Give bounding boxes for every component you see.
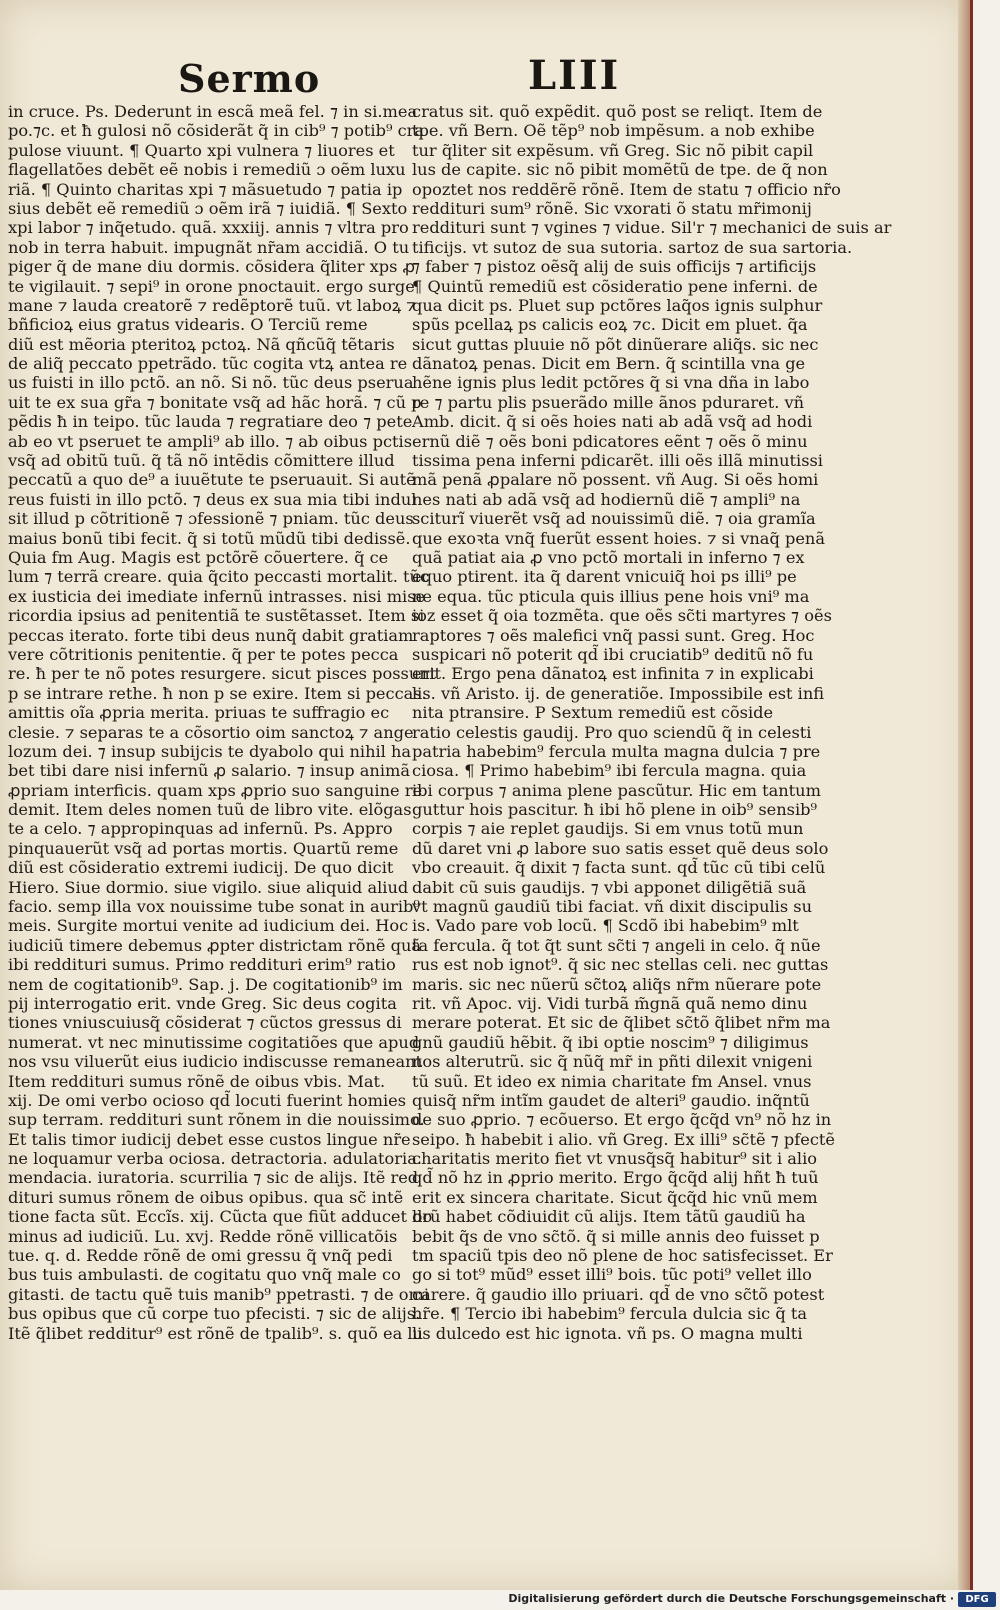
text-line: spũs pcellaꝝ ps calicis eoꝝ ⁊c. Dicit em pluet. q̃a	[412, 315, 808, 335]
text-line: tificijs. vt sutoz de sua sutoria. sartoz de sua sartoria.	[412, 237, 853, 257]
text-line: quisq̃ nr̃m intĩm gaudet de alteri⁹ gaudio. inq̃ntũ	[412, 1090, 810, 1110]
text-line: bus opibus que cũ corpe tuo pfecisti. ⁊ sic de alijs.	[8, 1304, 421, 1324]
text-line: erit. Ergo pena dãnatoꝝ est infinita ⁊ in explicabi	[412, 664, 814, 684]
text-line: ne equa. tũc pticula quis illius pene hois vni⁹ ma	[412, 586, 810, 606]
text-line: p se intrare rethe. ħ non p se exire. Item si peccas.	[8, 683, 427, 703]
text-line: maris. sic nec nũerũ sc̃toꝝ aliq̃s nr̃m nũerare pote	[412, 974, 822, 994]
text-line: ne loquamur verba ociosa. detractoria. adulatoria.	[8, 1149, 423, 1169]
text-line: sciturĩ viuerẽt vsq̃ ad nouissimũ diẽ. ⁊ oia gramĩa	[412, 509, 816, 529]
text-line: Itẽ q̃libet redditur⁹ est rõnẽ de tpalib⁹. s. quõ ea lu	[8, 1323, 423, 1343]
text-line: Et talis timor iudicij debet esse custos lingue nr̃e	[8, 1129, 411, 1149]
text-line: charitatis merito fiet vt vnusq̃sq̃ habitur⁹ sit i alio	[412, 1149, 818, 1169]
text-line: quã patiat aia ꝓ vno pctõ mortali in inferno ⁊ ex	[412, 547, 805, 567]
text-line: te vigilauit. ⁊ sepi⁹ in orone pnoctauit. ergo surge	[8, 276, 415, 296]
text-line: peccas iterato. forte tibi deus nunq̃ dabit gratiam	[8, 625, 414, 645]
text-line: qd̃ nõ hz in ꝓprio merito. Ergo q̃cq̃d alij hñt ħ tuũ	[412, 1168, 819, 1188]
text-line: gnũ gaudiũ hẽbit. q̃ ibi optie noscim⁹ ⁊ diligimus	[412, 1032, 809, 1052]
text-line: ꝓpriam interficis. quam xps ꝓprio suo sanguine re	[8, 780, 423, 800]
text-line: sup terram. reddituri sunt rõnem in die nouissimo.	[8, 1110, 425, 1130]
text-line: pij interrogatio erit. vnde Greg. Sic deus cogita	[8, 993, 397, 1013]
text-line: riã. ¶ Quinto charitas xpi ⁊ mãsuetudo ⁊ patia ip	[8, 179, 403, 199]
text-line: dituri sumus rõnem de oibus opibus. qua sc̃ intẽ	[8, 1187, 404, 1207]
text-line: piger q̃ de mane diu dormis. cõsidera q̃liter xps ꝓ	[8, 257, 416, 277]
text-line: cratus sit. quõ expẽdit. quõ post se reliqt. Item de	[412, 102, 823, 121]
text-line: uit te ex sua gr̃a ⁊ bonitate vsq̃ ad hãc horã. ⁊ cũ p	[8, 392, 422, 412]
text-line: tũ suũ. Et ideo ex nimia charitate fm Ansel. vnus	[412, 1071, 812, 1091]
text-line: sius debẽt eẽ remediũ ɔ oẽm irã ⁊ iuidiã. ¶ Sexto	[8, 198, 408, 218]
text-line: ⁊ faber ⁊ pistoz oẽsq̃ alij de suis officijs ⁊ artificijs	[412, 257, 817, 277]
text-line: pinquauerũt vsq̃ ad portas mortis. Quartũ reme	[8, 838, 399, 858]
text-line: nos alterutrũ. sic q̃ nũq̃ mr̃ in pñti dilexit vnigeni	[412, 1052, 813, 1072]
text-line: ernũ diẽ ⁊ oẽs boni pdicatores eẽnt ⁊ oẽs õ minu	[412, 431, 808, 451]
text-line: ioz esset q̃ oia tozmẽta. que oẽs sc̃ti martyres ⁊ oẽs	[412, 606, 832, 626]
text-line: brũ habet cõdiuidit cũ alijs. Item tãtũ gaudiũ ha	[412, 1207, 806, 1227]
dfg-logo: DFG	[958, 1592, 996, 1607]
text-line: de aliq̃ peccato ppetrãdo. tũc cogita vtꝝ antea re	[8, 354, 408, 374]
text-line: xij. De omi verbo ocioso qd̃ locuti fuerint homies	[8, 1090, 407, 1110]
text-line: gitasti. de tactu quẽ tuis manib⁹ ppetrasti. ⁊ de omi	[8, 1284, 430, 1304]
running-title: Sermo	[178, 56, 321, 101]
text-line: diũ est cõsideratio extremi iudicij. De quo dicit	[8, 858, 394, 878]
text-line: lum ⁊ terrã creare. quia q̃cito peccasti mortalit. tũc	[8, 567, 430, 587]
text-line: lus de capite. sic nõ pibit momẽtũ de tpe. de q̃ non	[412, 160, 828, 180]
text-line: clesie. ⁊ separas te a cõsortio oim sanctoꝝ ⁊ ange	[8, 722, 414, 742]
text-line: flagellatões debẽt eẽ nobis i remediũ ɔ oẽm luxu	[8, 160, 406, 180]
text-line: ratio celestis gaudij. Pro quo sciendũ q̃ in celesti	[412, 722, 812, 742]
text-line: seipo. ħ habebit i alio. vñ Greg. Ex illi⁹ sc̃tẽ ⁊ pfectẽ	[412, 1129, 835, 1149]
text-line: bñficioꝝ eius gratus videaris. O Terciũ reme	[8, 315, 368, 335]
text-line: sicut guttas pluuie nõ põt dinũerare aliq̃s. sic nec	[412, 334, 819, 354]
text-line: dũ daret vni ꝓ labore suo satis esset quẽ deus solo	[412, 838, 829, 858]
text-line: meis. Surgite mortui venite ad iudicium dei. Hoc	[8, 916, 409, 936]
text-line: vere cõtritionis penitentie. q̃ per te potes pecca	[8, 644, 399, 664]
text-line: ibi corpus ⁊ anima plene pascũtur. Hic em tantum	[412, 780, 821, 800]
text-line: hẽne ignis plus ledit pctõres q̃ si vna dña in labo	[412, 373, 810, 393]
text-line: Item reddituri sumus rõnẽ de oibus vbis. Mat.	[8, 1071, 386, 1091]
text-line: ta fercula. q̃ tot q̃t sunt sc̃ti ⁊ angeli in celo. q̃ nũe	[412, 935, 821, 955]
text-line: xpi labor ⁊ inq̃etudo. quã. xxxiij. annis ⁊ vltra pro	[8, 218, 409, 238]
text-line: peccatũ a quo de⁹ a iuuẽtute te pseruauit. Si autẽ	[8, 470, 416, 490]
text-line: vt magnũ gaudiũ tibi faciat. vñ dixit discipulis su	[412, 897, 813, 917]
text-line: Amb. dicit. q̃ si oẽs hoies nati ab adã vsq̃ ad hodi	[412, 412, 813, 432]
text-line: pulose viuunt. ¶ Quarto xpi vulnera ⁊ liuores et	[8, 140, 395, 160]
text-line: is. Vado pare vob locũ. ¶ Scdõ ibi habebim⁹ mlt	[412, 916, 799, 936]
text-line: ibi reddituri sumus. Primo reddituri erim⁹ ratio	[8, 955, 396, 975]
text-line: reddituri sum⁹ rõnẽ. Sic vxorati õ statu mr̃imonij	[412, 198, 812, 218]
text-line: que exoꝛta vnq̃ fuerũt essent hoies. ⁊ si vnaq̃ penã	[412, 528, 825, 548]
text-line: us fuisti in illo pctõ. an nõ. Si nõ. tũc deus pserua	[8, 373, 414, 393]
text-line: bus tuis ambulasti. de cogitatu quo vnq̃ male co	[8, 1265, 401, 1285]
text-line: dãnatoꝝ penas. Dicit em Bern. q̃ scintilla vna ge	[412, 354, 806, 374]
text-line: ab eo vt pseruet te ampli⁹ ab illo. ⁊ ab oibus pctis	[8, 431, 413, 451]
text-line: numerat. vt nec minutissime cogitatiões que apud	[8, 1032, 420, 1052]
text-line: tissima pena inferni pdicarẽt. illi oẽs illã minutissi	[412, 451, 823, 471]
text-line: nos vsu viluerũt eius iudicio indiscusse remaneant	[8, 1052, 423, 1072]
text-line: po.⁊c. et ħ gulosi nõ cõsiderãt q̃ in cib⁹ ⁊ potib⁹ cra	[8, 121, 425, 141]
text-line: sit illud p cõtritionẽ ⁊ ɔfessionẽ ⁊ pniam. tũc deus	[8, 509, 414, 529]
text-line: re ⁊ partu plis psuerãdo mille ãnos pduraret. vñ	[412, 392, 805, 412]
text-line: ciosa. ¶ Primo habebim⁹ ibi fercula magna. quia	[412, 761, 807, 781]
page-edge	[958, 0, 970, 1590]
text-line: de suo ꝓprio. ⁊ ecõuerso. Et ergo q̃cq̃d vn⁹ nõ hz in	[412, 1110, 832, 1130]
text-line: ricordia ipsius ad penitentiã te sustẽtasset. Item si	[8, 606, 425, 626]
text-line: tpe. vñ Bern. Oẽ tẽp⁹ nob impẽsum. a nob exhibe	[412, 121, 815, 141]
text-line: qua dicit ps. Pluet sup pctõres laq̃os ignis sulphur	[412, 295, 823, 315]
footer-bar	[0, 1590, 1000, 1610]
text-line: erit ex sincera charitate. Sicut q̃cq̃d hic vnũ mem	[412, 1187, 818, 1207]
text-line: lis. vñ Aristo. ij. de generatiõe. Impossibile est infi	[412, 683, 825, 703]
text-line: nita ptransire. P Sextum remediũ est cõside	[412, 703, 774, 723]
text-line: mane ⁊ lauda creatorẽ ⁊ redẽptorẽ tuũ. vt laboꝝ ⁊	[8, 295, 416, 315]
text-line: mã penã ꝓpalare nõ possent. vñ Aug. Si oẽs homi	[412, 470, 819, 490]
text-line: tur q̃liter sit expẽsum. vñ Greg. Sic nõ pibit capil	[412, 140, 814, 160]
text-line: nob in terra habuit. impugnãt nr̃am accidiã. O tu	[8, 237, 410, 257]
text-line: bebit q̃s de vno sc̃tõ. q̃ si mille annis deo fuisset p	[412, 1226, 820, 1246]
text-line: in cruce. Ps. Dederunt in escã meã fel. ⁊ in si.mea	[8, 102, 418, 121]
text-line: raptores ⁊ oẽs malefici vnq̃ passi sunt. Greg. Hoc	[412, 625, 815, 645]
text-line: re. ħ per te nõ potes resurgere. sicut pisces possunt	[8, 664, 437, 684]
text-line: tm spaciũ tpis deo nõ plene de hoc satisfecisset. Er	[412, 1246, 833, 1266]
funding-notice: Digitalisierung gefördert durch die Deutsche Forschungsgemeinschaft ·	[508, 1592, 954, 1605]
text-line: mendacia. iuratoria. scurrilia ⁊ sic de alijs. Itẽ red	[8, 1168, 419, 1188]
folio-number: LIII	[528, 52, 621, 99]
left-text-column	[8, 102, 437, 1402]
text-line: carere. q̃ gaudio illo priuari. qd̃ de vno sc̃tõ potest	[412, 1284, 825, 1304]
text-line: vsq̃ ad obitũ tuũ. q̃ tã nõ intẽdis cõmittere illud	[8, 451, 395, 471]
text-line: corpis ⁊ aie replet gaudijs. Si em vnus totũ mun	[412, 819, 804, 839]
text-line: facio. semp illa vox nouissime tube sonat in aurib⁹	[8, 897, 420, 917]
text-line: merare poterat. Et sic de q̃libet sc̃tõ q̃libet nr̃m ma	[412, 1013, 831, 1033]
text-line: iudiciũ timere debemus ꝓpter districtam rõnẽ quã	[8, 935, 422, 955]
text-line: hr̃e. ¶ Tercio ibi habebim⁹ fercula dulcia sic q̃ ta	[412, 1304, 808, 1324]
text-line: ex iusticia dei imediate infernũ intrasses. nisi mise	[8, 586, 426, 606]
text-line: suspicari nõ poterit qd̃ ibi cruciatib⁹ deditũ nõ fu	[412, 644, 814, 664]
text-line: tiones vniuscuiusq̃ cõsiderat ⁊ cũctos gressus di	[8, 1013, 402, 1033]
text-line: bet tibi dare nisi infernũ ꝓ salario. ⁊ insup animã	[8, 761, 410, 781]
text-line: lis dulcedo est hic ignota. vñ ps. O magna multi	[412, 1323, 803, 1343]
text-line: reddituri sunt ⁊ vgines ⁊ vidue. Sil'r ⁊ mechanici de suis ar	[412, 218, 892, 238]
text-line: minus ad iudiciũ. Lu. xvj. Redde rõnẽ villicatõis	[8, 1226, 398, 1246]
text-line: pẽdis ħ in teipo. tũc lauda ⁊ regratiare deo ⁊ pete	[8, 412, 413, 432]
text-line: dabit cũ suis gaudijs. ⁊ vbi apponet diligẽtiã suã	[412, 877, 807, 897]
text-line: patria habebim⁹ fercula multa magna dulcia ⁊ pre	[412, 741, 821, 761]
text-line: amittis oĩa ꝓpria merita. priuas te suffragio ec	[8, 703, 390, 723]
text-line: maius bonũ tibi fecit. q̃ si totũ mũdũ tibi dedissẽ.	[8, 528, 411, 548]
text-line: Quia fm Aug. Magis est pctõrẽ cõuertere. q̃ ce	[8, 547, 389, 567]
text-line: nem de cogitationib⁹. Sap. j. De cogitationib⁹ im	[8, 974, 403, 994]
text-line: vbo creauit. q̃ dixit ⁊ facta sunt. qd̃ tũc cũ tibi celũ	[412, 858, 826, 878]
text-line: ¶ Quintũ remediũ est cõsideratio pene inferni. de	[412, 276, 818, 296]
text-line: equo ptirent. ita q̃ darent vnicuiq̃ hoi ps illi⁹ pe	[412, 567, 797, 587]
text-line: tue. q. d. Redde rõnẽ de omi gressu q̃ vnq̃ pedi	[8, 1246, 393, 1266]
text-line: lozum dei. ⁊ insup subijcis te dyabolo qui nihil ha	[8, 741, 412, 761]
right-text-column	[412, 102, 892, 1343]
text-line: opoztet nos reddẽrẽ rõnẽ. Item de statu ⁊ officio nr̃o	[412, 179, 841, 199]
text-line: tione facta sũt. Eccĩs. xij. Cũcta que fiũt adducet do	[8, 1207, 433, 1227]
text-line: nes nati ab adã vsq̃ ad hodiernũ diẽ ⁊ ampli⁹ na	[412, 489, 801, 509]
text-line: te a celo. ⁊ appropinquas ad infernũ. Ps. Appro	[8, 819, 393, 839]
text-line: Hiero. Siue dormio. siue vigilo. siue aliquid aliud	[8, 877, 409, 897]
text-line: guttur hois pascitur. ħ ibi hõ plene in oib⁹ sensib⁹	[412, 800, 817, 820]
text-line: rit. vñ Apoc. vij. Vidi turbã m̃gnã quã nemo dinu	[412, 993, 808, 1013]
text-line: demit. Item deles nomen tuũ de libro vite. elõgas	[8, 800, 412, 820]
text-line: go si tot⁹ mũd⁹ esset illi⁹ bois. tũc poti⁹ vellet illo	[412, 1265, 812, 1285]
text-line: rus est nob ignot⁹. q̃ sic nec stellas celi. nec guttas	[412, 955, 829, 975]
text-line: reus fuisti in illo pctõ. ⁊ deus ex sua mia tibi indul	[8, 489, 417, 509]
text-line: diũ est mẽoria pteritoꝝ pctoꝝ. Nã qñcũq̃ tẽtaris	[8, 334, 395, 354]
